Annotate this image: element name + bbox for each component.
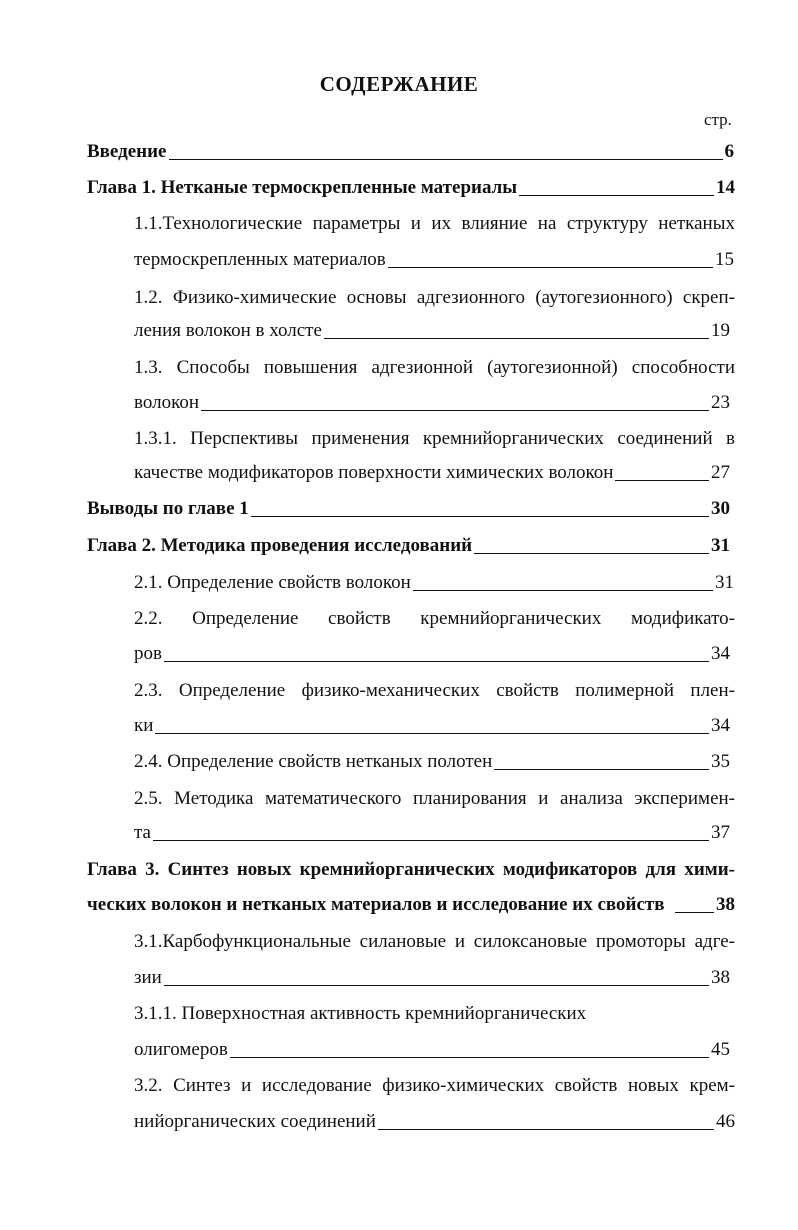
leader-line [413, 589, 713, 591]
toc-entry-1-1-line1: 1.1.Технологические параметры и их влияние на структуру нетканых [134, 213, 735, 234]
toc-page-number: 31 [711, 535, 730, 556]
toc-entry-conclusions-1[interactable] [87, 496, 730, 522]
leader-line [251, 515, 709, 517]
toc-page-number: 30 [711, 498, 730, 519]
toc-entry-2-2[interactable] [134, 641, 730, 667]
toc-entry-1-3-1[interactable] [134, 460, 730, 486]
leader-line [155, 732, 709, 734]
toc-entry-intro[interactable] [87, 139, 734, 165]
toc-entry-text: олигомеров [134, 1039, 228, 1060]
leader-line [615, 479, 709, 481]
leader-line [494, 768, 709, 770]
toc-page-number: 45 [711, 1039, 730, 1060]
toc-entry-2-2-line1: 2.2. Определение свойств кремнийорганических модификато- [134, 608, 735, 629]
toc-entry-text: ки [134, 715, 154, 736]
toc-entry-chapter-3[interactable] [87, 892, 735, 918]
page-title: СОДЕРЖАНИЕ [319, 72, 479, 96]
toc-entry-text: ческих волокон и нетканых материалов и исследование их свойств [87, 894, 665, 915]
toc-entry-1-3-line1: 1.3. Способы повышения адгезионной (аутогезионной) способности [134, 357, 735, 378]
toc-page-number: 19 [711, 320, 730, 341]
toc-entry-1-2-line1: 1.2. Физико-химические основы адгезионного (аутогезионного) скреп- [134, 287, 735, 308]
toc-entry-chapter-3-line1: Глава 3. Синтез новых кремнийорганических модификаторов для хими- [87, 859, 735, 880]
toc-entry-chapter-2[interactable] [87, 533, 730, 559]
toc-page-number: 31 [715, 572, 734, 593]
toc-page-number: 14 [716, 177, 735, 198]
toc-entry-3-1-1[interactable] [134, 1037, 730, 1063]
toc-entry-2-5-line1: 2.5. Методика математического планирования и анализа эксперимен- [134, 788, 735, 809]
toc-entry-1-2[interactable] [134, 318, 730, 344]
toc-entry-text: Введение [87, 141, 167, 162]
leader-line [230, 1056, 709, 1058]
toc-entry-text: Глава 1. Нетканые термоскрепленные материалы [87, 177, 518, 198]
leader-line [388, 266, 713, 268]
toc-entry-text: волокон [134, 392, 200, 413]
leader-line [474, 552, 709, 554]
leader-line [164, 660, 709, 662]
toc-entry-2-5[interactable] [134, 820, 730, 846]
leader-line [164, 984, 709, 986]
toc-entry-3-2[interactable] [134, 1109, 735, 1135]
toc-entry-2-1[interactable] [134, 570, 734, 596]
toc-entry-text: 2.1. Определение свойств волокон [134, 572, 411, 593]
toc-entry-3-1-1-line1: 3.1.1. Поверхностная активность кремнийорганических [134, 1003, 587, 1024]
toc-entry-1-3[interactable] [134, 390, 730, 416]
toc-entry-text: нийорганических соединений [134, 1111, 376, 1132]
toc-page-number: 37 [711, 822, 730, 843]
toc-entry-text: термоскрепленных материалов [134, 249, 386, 270]
toc-page-number: 15 [715, 249, 734, 270]
toc-page-number: 34 [711, 643, 730, 664]
toc-entry-3-1-line1: 3.1.Карбофункциональные силановые и силоксановые промоторы адге- [134, 931, 735, 952]
toc-entry-text: Выводы по главе 1 [87, 498, 249, 519]
toc-page-number: 6 [724, 141, 734, 162]
leader-line [378, 1128, 714, 1130]
toc-page-number: 38 [716, 894, 735, 915]
leader-line [675, 911, 714, 913]
toc-entry-text: качестве модификаторов поверхности химических волокон [134, 462, 614, 483]
toc-page-number: 38 [711, 967, 730, 988]
toc-entry-text: Глава 2. Методика проведения исследований [87, 535, 473, 556]
leader-line [324, 337, 709, 339]
toc-entry-text: 2.4. Определение свойств нетканых полотен [134, 751, 493, 772]
toc-entry-3-2-line1: 3.2. Синтез и исследование физико-химических свойств новых крем- [134, 1075, 735, 1096]
leader-line [153, 839, 709, 841]
toc-page-number: 34 [711, 715, 730, 736]
toc-entry-2-4[interactable] [134, 749, 730, 775]
page-column-label: стр. [704, 110, 732, 129]
toc-entry-3-1[interactable] [134, 965, 730, 991]
toc-page-number: 27 [711, 462, 730, 483]
toc-page-number: 46 [716, 1111, 735, 1132]
toc-entry-2-3-line1: 2.3. Определение физико-механических свойств полимерной плен- [134, 680, 735, 701]
toc-entry-text: зии [134, 967, 162, 988]
toc-page-number: 35 [711, 751, 730, 772]
leader-line [201, 409, 709, 411]
leader-line [519, 194, 714, 196]
toc-entry-2-3[interactable] [134, 713, 730, 739]
toc-entry-1-3-1-line1: 1.3.1. Перспективы применения кремнийорганических соединений в [134, 428, 735, 449]
toc-page-number: 23 [711, 392, 730, 413]
toc-entry-text: та [134, 822, 151, 843]
toc-entry-text: ров [134, 643, 162, 664]
toc-entry-1-1[interactable] [134, 247, 734, 273]
leader-line [169, 158, 723, 160]
toc-entry-text: ления волокон в холсте [134, 320, 322, 341]
toc-entry-chapter-1[interactable] [87, 175, 735, 201]
